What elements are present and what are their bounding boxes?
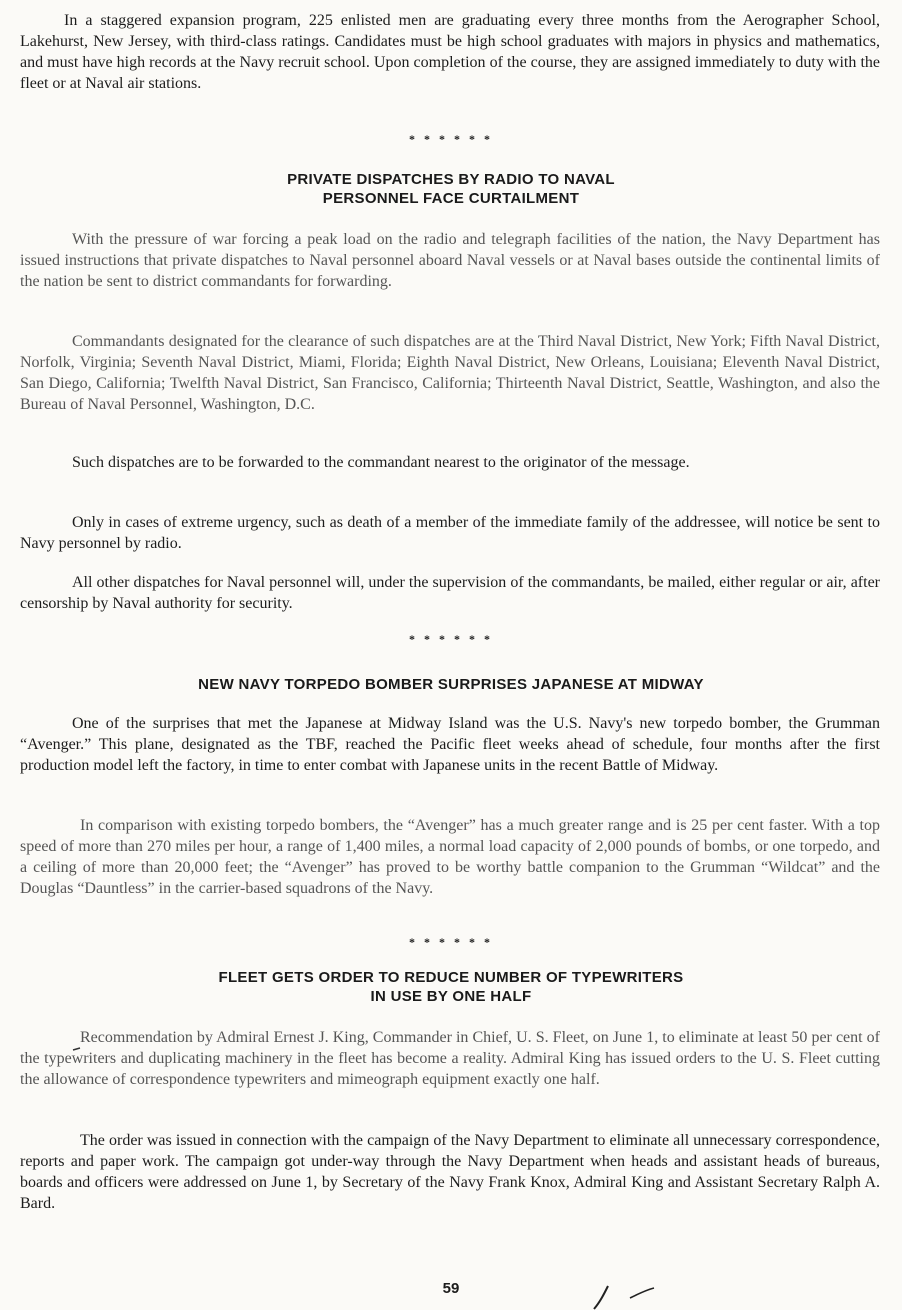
dispatches-paragraph-3: Such dispatches are to be forwarded to the commandant nearest to the originator of the message. bbox=[72, 454, 690, 471]
heading-line: IN USE BY ONE HALF bbox=[370, 988, 532, 1005]
heading-line: NEW NAVY TORPEDO BOMBER SURPRISES JAPANESE AT MIDWAY bbox=[198, 676, 704, 693]
dispatches-paragraph-1: With the pressure of war forcing a peak load on the radio and telegraph facilities of the nation, the Navy Department has issued instructions that private dispatches to Naval personnel aboard Naval vessels or at Naval bases outside the continental limits of the nation be sent to district commandants for forwarding. bbox=[20, 231, 880, 290]
dispatches-paragraph-4: Only in cases of extreme urgency, such as death of a member of the immediate family of the addressee, will notice be sent to Navy personnel by radio. bbox=[20, 514, 880, 552]
torpedo-paragraph-1: One of the surprises that met the Japanese at Midway Island was the U.S. Navy's new torpedo bomber, the Grumman “Avenger.” This plane, designated as the TBF, reached the Pacific fleet weeks ahead of schedule, four months after the first production model left the factory, in time to enter combat with Japanese units in the recent Battle of Midway. bbox=[20, 715, 880, 774]
stray-mark bbox=[72, 1046, 82, 1052]
heading-line: PRIVATE DISPATCHES BY RADIO TO NAVAL bbox=[287, 171, 615, 188]
typewriters-paragraph-1: Recommendation by Admiral Ernest J. King, Commander in Chief, U. S. Fleet, on June 1, to eliminate at least 50 per cent of the typewriters and duplicating machinery in the fleet has become a reality. Admiral King has issued orders to the U. S. Fleet cutting the allowance of correspondence typewriters and mimeograph equipment exactly one half. bbox=[20, 1029, 880, 1088]
section-heading-typewriters bbox=[0, 968, 902, 1006]
typewriters-paragraph-2: The order was issued in connection with the campaign of the Navy Department to eliminate all unnecessary correspondence, reports and paper work. The campaign got under-way through the Navy Department when heads and assistant heads of bureaus, boards and officers were addressed on June 1, by Secretary of the Navy Frank Knox, Admiral King and Assistant Secretary Ralph A. Bard. bbox=[20, 1132, 880, 1212]
dispatches-paragraph-5: All other dispatches for Naval personnel will, under the supervision of the commandants, be mailed, either regular or air, after censorship by Naval authority for security. bbox=[20, 574, 880, 612]
section-heading-dispatches bbox=[0, 170, 902, 208]
heading-line: PERSONNEL FACE CURTAILMENT bbox=[322, 190, 580, 207]
section-heading-torpedo-bomber bbox=[0, 675, 902, 694]
page-number: 59 bbox=[442, 1280, 460, 1297]
dispatches-paragraph-2: Commandants designated for the clearance of such dispatches are at the Third Naval District, New York; Fifth Naval District, Norfolk, Virginia; Seventh Naval District, Miami, Florida; Eighth Naval District, New Orleans, Louisiana; Eleventh Naval District, San Diego, California; Twelfth Naval District, San Francisco, California; Thirteenth Naval District, Seattle, Washington, and also the Bureau of Naval Personnel, Washington, D.C. bbox=[20, 333, 880, 413]
heading-line: FLEET GETS ORDER TO REDUCE NUMBER OF TYPEWRITERS bbox=[218, 969, 684, 986]
section-separator: * * * * * * bbox=[409, 132, 493, 146]
section-separator: * * * * * * bbox=[409, 935, 493, 949]
section-separator: * * * * * * bbox=[409, 632, 493, 646]
pen-stroke-mark bbox=[590, 1284, 670, 1310]
intro-paragraph: In a staggered expansion program, 225 enlisted men are graduating every three months from the Aerographer School, Lakehurst, New Jersey, with third-class ratings. Candidates must be high school graduates with majors in physics and mathematics, and must have high records at the Navy recruit school. Upon completion of the course, they are assigned immediately to duty with the fleet or at Naval air stations. bbox=[20, 12, 880, 92]
torpedo-paragraph-2: In comparison with existing torpedo bombers, the “Avenger” has a much greater range and is 25 per cent faster. With a top speed of more than 270 miles per hour, a range of 1,400 miles, a normal load capacity of 2,000 pounds of bombs, or one torpedo, and a ceiling of more than 20,000 feet; the “Avenger” has proved to be worthy battle companion to the Grumman “Wildcat” and the Douglas “Dauntless” in the carrier-based squadrons of the Navy. bbox=[20, 817, 880, 897]
